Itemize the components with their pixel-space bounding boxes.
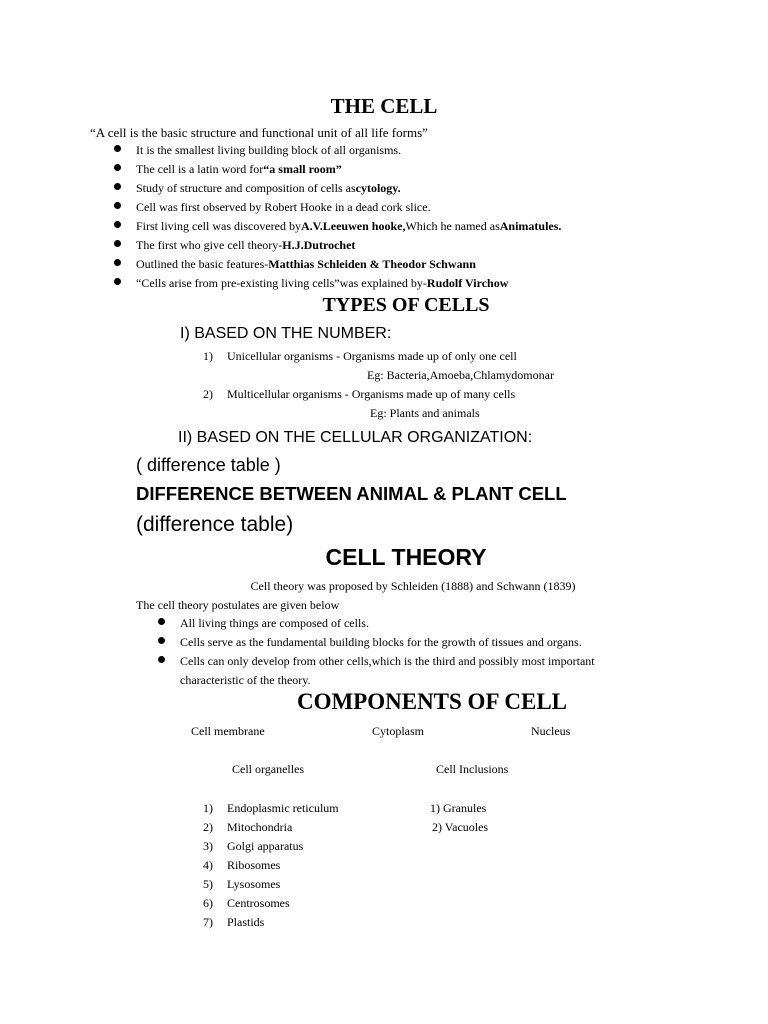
list-item: Cells can only develop from other cells,which is the third and possibly most important — [158, 654, 595, 673]
list-item: 1) Endoplasmic reticulum — [203, 801, 339, 815]
component-membrane: Cell membrane — [191, 724, 265, 738]
list-item: 7) Plastids — [203, 915, 265, 929]
list-item: 3) Golgi apparatus — [203, 839, 304, 853]
postulates-list — [158, 616, 595, 692]
list-item: 5) Lysosomes — [203, 877, 281, 891]
cell-theory-heading: CELL THEORY — [325, 544, 487, 570]
list-item: First living cell was discovered by A.V.Leeuwen hooke, Which he named as Animatules. — [114, 219, 561, 238]
list-item: 6) Centrosomes — [203, 896, 290, 910]
cell-theory-intro: The cell theory postulates are given below — [136, 598, 340, 612]
inclusions-list — [430, 799, 488, 837]
list-item: 2) Vacuoles — [432, 820, 489, 834]
list-item: 4) Ribosomes — [203, 858, 281, 872]
list-item: 2) Mitochondria — [203, 820, 293, 834]
difference-heading: DIFFERENCE BETWEEN ANIMAL & PLANT CELL — [136, 483, 567, 504]
based-on-number-heading: I) BASED ON THE NUMBER: — [180, 325, 392, 342]
cell-definition: “A cell is the basic structure and functional unit of all life forms” — [90, 125, 428, 140]
bullet-icon — [114, 259, 121, 266]
cell-theory-proposed: Cell theory was proposed by Schleiden (1888) and Schwann (1839) — [250, 579, 576, 593]
list-item: All living things are composed of cells. — [158, 616, 595, 635]
bullet-icon — [114, 278, 121, 285]
list-item: The cell is a latin word for “a small room” — [114, 162, 561, 181]
component-inclusions: Cell Inclusions — [436, 762, 509, 776]
based-on-organization-heading: II) BASED ON THE CELLULAR ORGANIZATION: — [178, 429, 533, 446]
number-item-example: Eg: Plants and animals — [370, 406, 480, 420]
component-cytoplasm: Cytoplasm — [372, 724, 425, 738]
list-item: Cells serve as the fundamental building blocks for the growth of tissues and organs. — [158, 635, 595, 654]
difference-table-placeholder-2: (difference table) — [136, 513, 294, 536]
facts-list — [114, 143, 561, 295]
component-organelles: Cell organelles — [232, 762, 305, 776]
difference-table-placeholder: ( difference table ) — [136, 455, 281, 475]
list-item: It is the smallest living building block of all organisms. — [114, 143, 561, 162]
list-item: Study of structure and composition of cells as cytology. — [114, 181, 561, 200]
types-heading: TYPES OF CELLS — [322, 294, 490, 316]
bullet-icon — [114, 202, 121, 209]
bullet-icon — [114, 183, 121, 190]
bullet-icon — [158, 656, 165, 663]
bullet-icon — [158, 637, 165, 644]
bullet-icon — [114, 145, 121, 152]
number-item: 2) Multicellular organisms - Organisms made up of many cells — [203, 387, 516, 401]
number-item-example: Eg: Bacteria,Amoeba,Chlamydomonar — [367, 368, 554, 382]
bullet-icon — [114, 221, 121, 228]
bullet-icon — [114, 164, 121, 171]
bullet-icon — [114, 240, 121, 247]
list-item: The first who give cell theory- H.J.Dutrochet — [114, 238, 561, 257]
component-nucleus: Nucleus — [531, 724, 571, 738]
list-item: Cell was first observed by Robert Hooke in a dead cork slice. — [114, 200, 561, 219]
list-item: 1) Granules — [430, 801, 487, 815]
number-item: 1) Unicellular organisms - Organisms made up of only one cell — [203, 349, 517, 363]
components-heading: COMPONENTS OF CELL — [296, 689, 568, 714]
list-item: Outlined the basic features- Matthias Schleiden & Theodor Schwann — [114, 257, 561, 276]
organelles-list — [203, 799, 339, 932]
list-item-continuation: characteristic of the theory. — [180, 673, 311, 687]
page-title: THE CELL — [330, 94, 438, 118]
list-item: “Cells arise from pre-existing living cells”was explained by- Rudolf Virchow — [114, 276, 561, 295]
bullet-icon — [158, 618, 165, 625]
